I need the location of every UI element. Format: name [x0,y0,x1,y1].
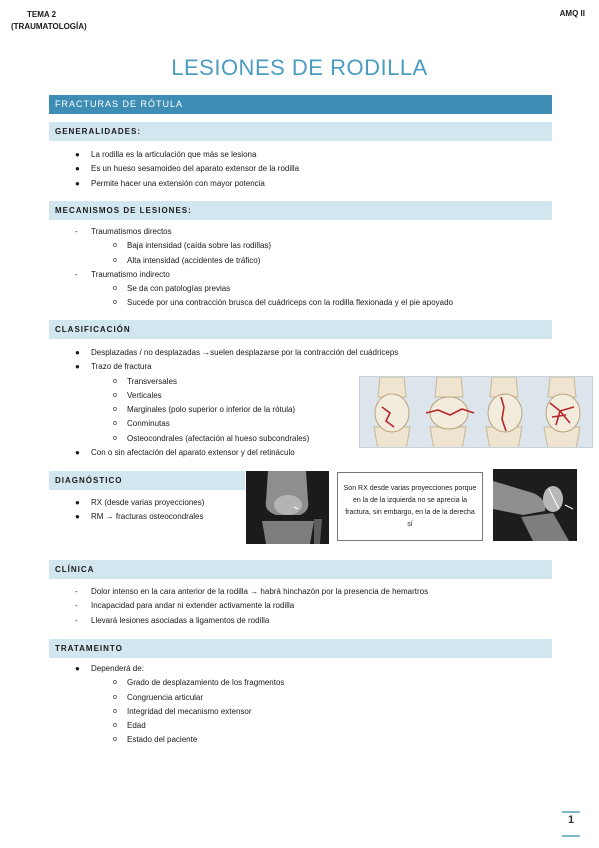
list-subitem: o Transversales [91,375,398,389]
list-item: - Incapacidad para andar ni extender activamente la rodilla [91,599,428,613]
circle-marker: o [113,377,117,385]
knee-xray-lateral-image [493,469,577,541]
list-subitem: o Conminutas [91,417,398,431]
clinica-heading: CLÍNICA [49,560,552,579]
bullet-marker: ● [75,498,80,507]
diagnostico-list [75,496,205,525]
list-item: ● RX (desde varias proyecciones) [91,496,204,510]
header-left [11,9,87,33]
list-item: ● Trazo de fractura [91,360,398,374]
generalidades-list [75,148,300,191]
bullet-marker: ● [75,348,80,357]
tratamiento-heading: TRATAMEINTO [49,639,552,658]
list-subitem: o Marginales (polo superior o inferior de la rótula) [91,403,398,417]
list-subitem: o Osteocondrales (afectación al hueso subcondrales) [91,432,398,446]
bullet-marker: ● [75,164,80,174]
page-title: LESIONES DE RODILLA [171,55,428,80]
clinica-list [75,585,429,628]
list-subitem: o Grado de desplazamiento de los fragmentos [91,676,284,690]
list-item: ● La rodilla es la articulación que más se lesiona [91,148,299,162]
bullet-marker: ● [75,448,80,458]
xray-note-box: Son RX desde varias proyecciones porque en la de la izquierda no se aprecia la fractura, sin embargo, en la de la derecha sí [337,472,483,541]
section-main-heading: FRACTURAS DE RÓTULA [49,95,552,114]
page-number: 1 [567,814,575,826]
knee-xray-frontal-image [246,471,329,544]
circle-marker: o [113,242,117,250]
list-item: ● Desplazadas / no desplazadas →suelen desplazarse por la contracción del cuádriceps [91,346,398,360]
list-subitem: o Verticales [91,389,398,403]
circle-marker: o [113,299,117,307]
dash-marker: - [75,227,78,236]
patella-fracture-types-illustration [359,376,593,448]
bullet-marker: ● [75,664,80,673]
circle-marker: o [113,285,117,293]
header-topic: TEMA 2 [27,10,57,19]
mecanismos-list [75,225,453,311]
circle-marker: o [113,693,117,701]
mecanismos-heading: MECANISMOS DE LESIONES: [49,201,552,220]
list-subitem: o Congruencia articular [91,691,284,705]
list-item: - Dolor intenso en la cara anterior de la rodilla → habrá hinchazón por la presencia de hemartros [91,585,428,599]
list-subitem: o Se da con patologías previas [91,282,453,296]
circle-marker: o [113,722,117,730]
dash-marker: - [75,615,78,625]
tratamiento-list [75,662,285,748]
list-item: - Llevará lesiones asociadas a ligamentos de rodilla [91,614,428,628]
header-subtopic: (TRAUMATOLOGÍA) [11,22,87,31]
list-item: ● Con o sin afectación del aparato extensor y del retináculo [91,446,398,460]
dash-marker: - [75,269,78,279]
list-subitem: o Alta intensidad (accidentes de tráfico) [91,254,453,268]
list-item: - Traumatismos directos [91,225,453,239]
dash-marker: - [75,587,78,596]
circle-marker: o [113,736,117,744]
bullet-marker: ● [75,362,80,372]
list-subitem: o Baja intensidad (caída sobre las rodillas) [91,239,453,253]
clasificacion-heading: CLASIFICACIÓN [49,320,552,339]
diagnostico-heading: DIAGNÓSTICO [49,471,245,490]
circle-marker: o [113,391,117,399]
page-number-top-rule [562,811,580,813]
list-item: ● Es un hueso sesamoideo del aparato extensor de la rodilla [91,162,299,176]
bullet-marker: ● [75,512,80,522]
circle-marker: o [113,707,117,715]
circle-marker: o [113,679,117,687]
bullet-marker: ● [75,150,80,159]
generalidades-heading: GENERALIDADES: [49,122,552,141]
list-subitem: o Estado del paciente [91,733,284,747]
circle-marker: o [113,434,117,442]
dash-marker: - [75,601,78,611]
clasificacion-list [75,346,399,460]
list-subitem: o Sucede por una contracción brusca del cuádriceps con la rodilla flexionada y el pie apoyado [91,296,453,310]
list-item: - Traumatismo indirecto [91,268,453,282]
header-course: AMQ II [559,9,585,18]
list-item: ● Permite hacer una extensión con mayor potencia [91,177,299,191]
list-item: ● Dependerá de: [91,662,284,676]
circle-marker: o [113,406,117,414]
list-item: ● RM → fracturas osteocondrales [91,510,204,524]
list-subitem: o Edad [91,719,284,733]
circle-marker: o [113,420,117,428]
bullet-marker: ● [75,178,80,188]
list-subitem: o Integridad del mecanismo extensor [91,705,284,719]
circle-marker: o [113,256,117,264]
page-number-bottom-rule [562,835,580,837]
